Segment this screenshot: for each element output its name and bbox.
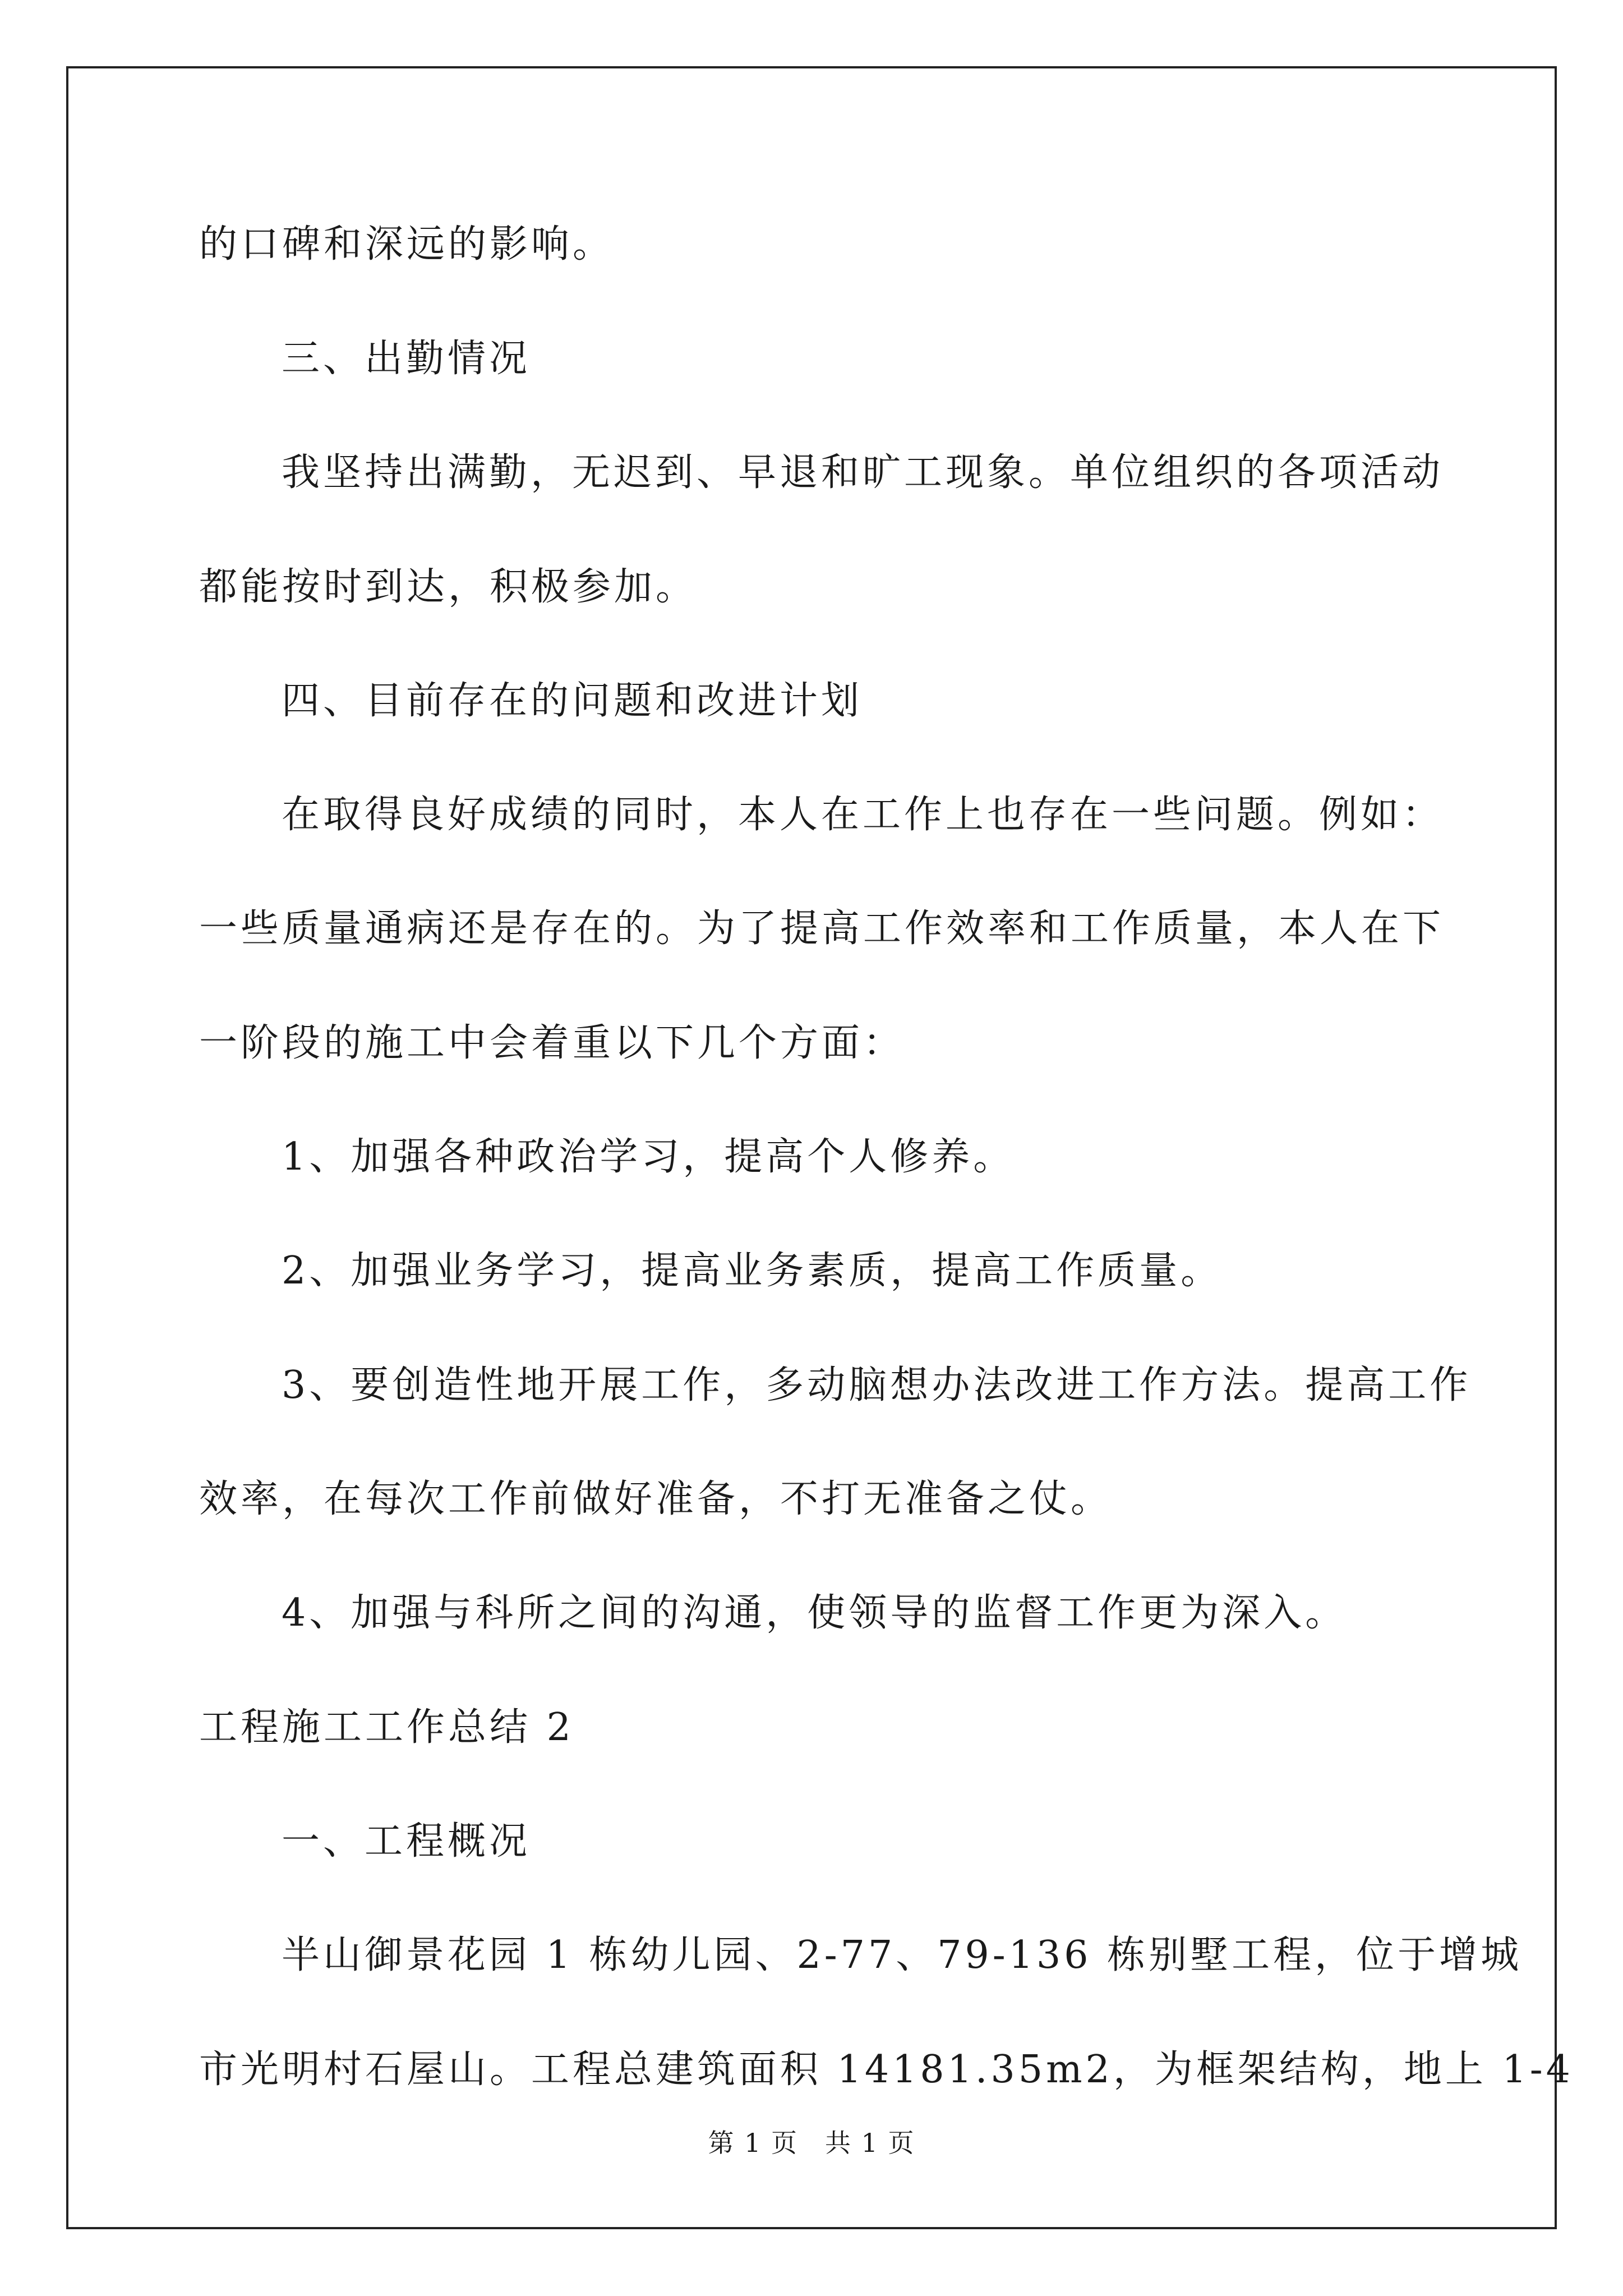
body-line-17: 市光明村石屋山。工程总建筑面积 14181.35m2，为框架结构，地上 1-4 <box>199 2047 1574 2092</box>
body-line-7: 一些质量通病还是存在的。为了提高工作效率和工作质量，本人在下 <box>199 907 1445 951</box>
body-line-3: 我坚持出满勤，无迟到、早退和旷工现象。单位组织的各项活动 <box>282 450 1444 495</box>
list-item-2: 2、加强业务学习，提高业务素质，提高工作质量。 <box>282 1249 1223 1293</box>
page-footer: 第 1 页 共 1 页 <box>708 2128 915 2158</box>
list-item-4: 4、加强与科所之间的沟通，使领导的监督工作更为深入。 <box>282 1591 1347 1635</box>
section-heading-overview: 一、工程概况 <box>282 1819 531 1864</box>
body-line-6: 在取得良好成绩的同时，本人在工作上也存在一些问题。例如： <box>282 793 1444 837</box>
list-item-3-cont: 效率，在每次工作前做好准备，不打无准备之仗。 <box>199 1477 1113 1521</box>
body-line-16: 半山御景花园 1 栋幼儿园、2-77、79-136 栋别墅工程，位于增城 <box>282 1933 1523 1977</box>
section-heading-attendance: 三、出勤情况 <box>282 337 531 381</box>
document-title-2: 工程施工工作总结 2 <box>199 1705 574 1750</box>
body-line-4: 都能按时到达，积极参加。 <box>199 565 698 609</box>
body-line-1: 的口碑和深远的影响。 <box>199 222 615 266</box>
list-item-3: 3、要创造性地开展工作，多动脑想办法改进工作方法。提高工作 <box>282 1363 1472 1407</box>
section-heading-problems: 四、目前存在的问题和改进计划 <box>282 679 863 723</box>
body-line-8: 一阶段的施工中会着重以下几个方面： <box>199 1021 905 1065</box>
list-item-1: 1、加强各种政治学习，提高个人修养。 <box>282 1135 1015 1179</box>
